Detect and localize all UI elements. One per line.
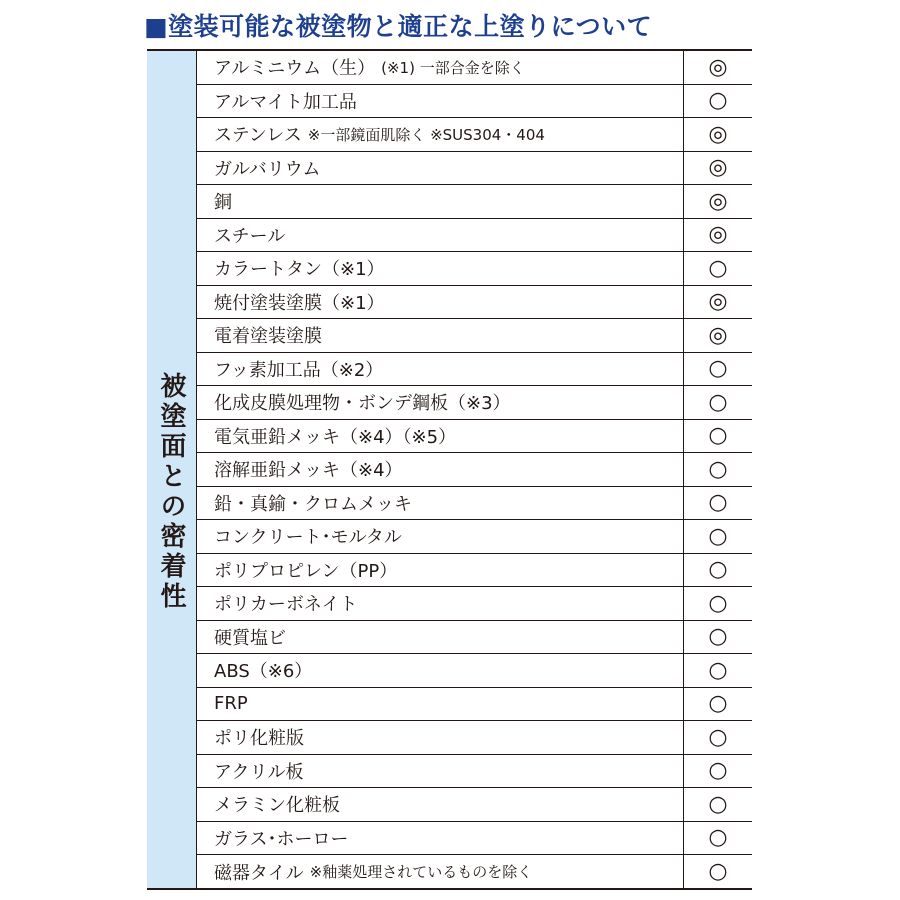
- rating-cell: [684, 587, 752, 620]
- material-name: メラミン化粧板: [214, 795, 340, 817]
- double-circle-mark: ◎: [708, 222, 728, 248]
- rating-cell: [684, 420, 752, 453]
- material-name-cell: [197, 654, 684, 687]
- material-name-cell: [197, 487, 684, 520]
- material-name-cell: [197, 118, 684, 151]
- material-name-cell: [197, 353, 684, 386]
- circle-mark: ○: [708, 356, 728, 382]
- rating-cell: [684, 554, 752, 587]
- material-name-cell: [197, 319, 684, 352]
- table-row: [197, 219, 752, 253]
- table-row: [197, 85, 752, 119]
- rating-cell: [684, 185, 752, 218]
- material-name-cell: [197, 219, 684, 252]
- circle-mark: ○: [708, 859, 728, 885]
- rating-cell: [684, 51, 752, 84]
- material-name-cell: [197, 85, 684, 118]
- circle-mark: ○: [708, 791, 728, 817]
- material-name: カラートタン（※1）: [214, 259, 385, 281]
- material-name-cell: [197, 286, 684, 319]
- table-row: [197, 554, 752, 588]
- table-row: [197, 654, 752, 688]
- material-name: FRP: [214, 693, 248, 715]
- table-row: [197, 822, 752, 856]
- material-name: 磁器タイル: [214, 862, 304, 884]
- table-row: [197, 788, 752, 822]
- material-note: ※釉薬処理されているものを除く: [309, 863, 533, 882]
- rating-cell: [684, 152, 752, 185]
- table-row: [197, 420, 752, 454]
- rating-cell: [684, 252, 752, 285]
- material-name: ABS（※6）: [214, 661, 313, 683]
- table-row: [197, 353, 752, 387]
- table-row: [197, 319, 752, 353]
- material-name: フッ素加工品（※2）: [214, 359, 384, 381]
- circle-mark: ○: [708, 456, 728, 482]
- material-name: コンクリート･モルタル: [214, 527, 402, 549]
- table-row: [197, 721, 752, 755]
- circle-mark: ○: [708, 88, 728, 114]
- material-name: ポリ化粧版: [214, 728, 304, 750]
- material-name-cell: [197, 721, 684, 754]
- material-name-cell: [197, 621, 684, 654]
- table-row: [197, 855, 752, 889]
- side-header-text: 被塗面との密着性: [156, 371, 186, 612]
- rating-cell: [684, 822, 752, 855]
- material-name-cell: [197, 554, 684, 587]
- double-circle-mark: ◎: [708, 155, 728, 181]
- material-name: 化成皮膜処理物・ボンデ鋼板（※3）: [214, 393, 511, 415]
- material-name: 溶解亜鉛メッキ（※4）: [214, 460, 403, 482]
- material-name-cell: [197, 252, 684, 285]
- table-row: [197, 152, 752, 186]
- adhesion-table: [147, 49, 752, 890]
- circle-mark: ○: [708, 389, 728, 415]
- rating-cell: [684, 520, 752, 553]
- side-header: [147, 51, 197, 888]
- rating-cell: [684, 219, 752, 252]
- material-name: 焼付塗装塗膜（※1）: [214, 292, 385, 314]
- rating-cell: [684, 286, 752, 319]
- material-name-cell: [197, 855, 684, 889]
- rating-cell: [684, 118, 752, 151]
- material-name-cell: [197, 453, 684, 486]
- rating-cell: [684, 855, 752, 889]
- circle-mark: ○: [708, 758, 728, 784]
- table-row: [197, 487, 752, 521]
- material-name-cell: [197, 520, 684, 553]
- double-circle-mark: ◎: [708, 188, 728, 214]
- table-row: [197, 587, 752, 621]
- rating-cell: [684, 755, 752, 788]
- circle-mark: ○: [708, 657, 728, 683]
- material-name: ガルバリウム: [214, 158, 321, 180]
- circle-mark: ○: [708, 724, 728, 750]
- material-name: 硬質塩ビ: [214, 627, 286, 649]
- table-row: [197, 688, 752, 722]
- material-name: アルミニウム（生）: [214, 58, 376, 80]
- table-row: [197, 386, 752, 420]
- material-name: ガラス･ホーロー: [214, 828, 349, 850]
- material-name: 鉛・真鍮・クロムメッキ: [214, 493, 412, 515]
- material-name: 電着塗装塗膜: [214, 326, 322, 348]
- rating-cell: [684, 654, 752, 687]
- material-name: アルマイト加工品: [214, 91, 357, 113]
- material-note: ※一部鏡面肌除く ※SUS304・404: [307, 125, 545, 144]
- table-row: [197, 755, 752, 789]
- rating-cell: [684, 319, 752, 352]
- material-name: ポリカーボネイト: [214, 594, 358, 616]
- table-row: [197, 520, 752, 554]
- circle-mark: ○: [708, 590, 728, 616]
- circle-mark: ○: [708, 490, 728, 516]
- material-name-cell: [197, 688, 684, 721]
- table-row: [197, 252, 752, 286]
- table-row: [197, 51, 752, 85]
- table-rows: [197, 51, 752, 889]
- circle-mark: ○: [708, 523, 728, 549]
- material-name-cell: [197, 788, 684, 821]
- double-circle-mark: ◎: [708, 289, 728, 315]
- table-row: [197, 185, 752, 219]
- material-note: (※1) 一部合金を除く: [381, 58, 525, 77]
- page-title-text: ■塗装可能な被塗物と適正な上塗りについて: [144, 12, 653, 41]
- rating-cell: [684, 688, 752, 721]
- rating-cell: [684, 788, 752, 821]
- rating-cell: [684, 85, 752, 118]
- rating-cell: [684, 353, 752, 386]
- material-name: スチール: [214, 225, 286, 247]
- material-name-cell: [197, 152, 684, 185]
- rating-cell: [684, 721, 752, 754]
- circle-mark: ○: [708, 557, 728, 583]
- circle-mark: ○: [708, 255, 728, 281]
- table-row: [197, 286, 752, 320]
- rating-cell: [684, 453, 752, 486]
- material-name-cell: [197, 51, 684, 84]
- table-row: [197, 453, 752, 487]
- circle-mark: ○: [708, 691, 728, 717]
- material-name: アクリル板: [214, 761, 304, 783]
- material-name: ポリプロピレン（PP）: [214, 560, 398, 582]
- material-name-cell: [197, 386, 684, 419]
- rating-cell: [684, 621, 752, 654]
- material-name: 銅: [214, 192, 232, 214]
- material-name-cell: [197, 587, 684, 620]
- double-circle-mark: ◎: [708, 54, 728, 80]
- table-row: [197, 621, 752, 655]
- material-name-cell: [197, 755, 684, 788]
- material-name: ステンレス: [214, 125, 302, 147]
- double-circle-mark: ◎: [708, 121, 728, 147]
- rating-cell: [684, 487, 752, 520]
- circle-mark: ○: [708, 624, 728, 650]
- material-name-cell: [197, 822, 684, 855]
- material-name: 電気亜鉛メッキ（※4）（※5）: [214, 426, 457, 448]
- double-circle-mark: ◎: [708, 322, 728, 348]
- page-title: [144, 8, 652, 42]
- circle-mark: ○: [708, 825, 728, 851]
- material-name-cell: [197, 420, 684, 453]
- rating-cell: [684, 386, 752, 419]
- table-row: [197, 118, 752, 152]
- circle-mark: ○: [708, 423, 728, 449]
- material-name-cell: [197, 185, 684, 218]
